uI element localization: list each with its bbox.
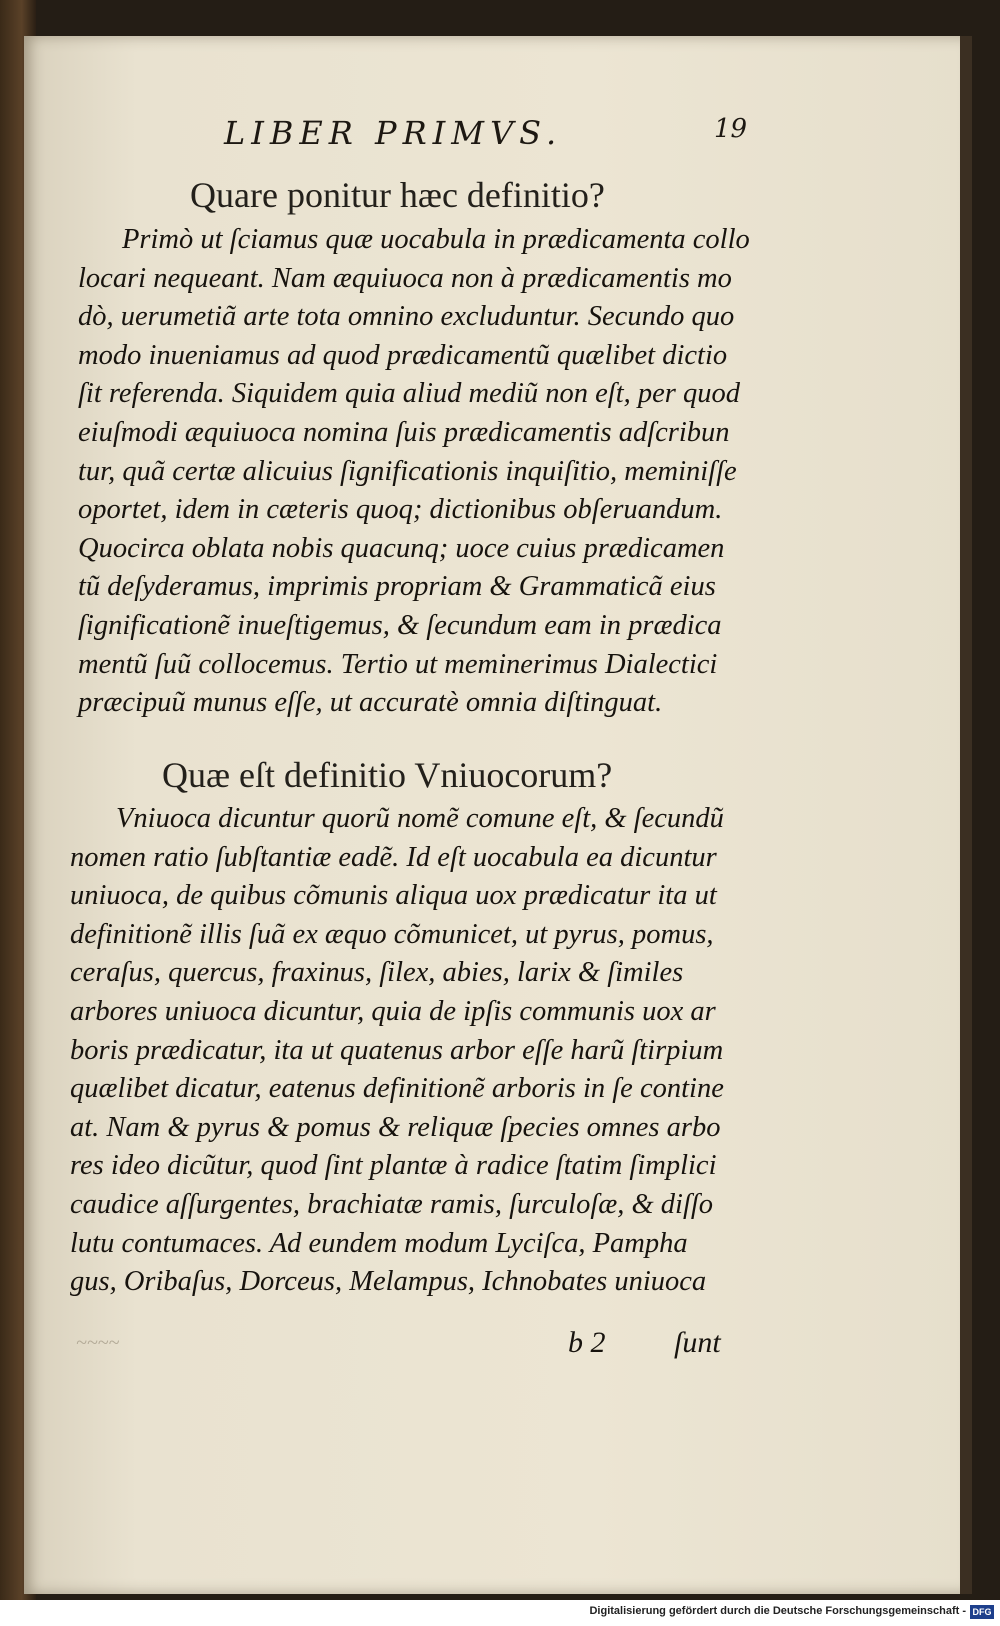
section-heading: Quæ eſt definitio Vniuocorum? <box>162 755 613 795</box>
text-line: tũ deſyderamus, imprimis propriam & Grammaticã eius <box>78 571 716 603</box>
text-line: lutu contumaces. Ad eundem modum Lyciſca, Pampha <box>70 1227 688 1259</box>
text-line: præcipuũ munus eſſe, ut accuratè omnia diſtinguat. <box>78 687 663 719</box>
funding-credit: Digitalisierung gefördert durch die Deutsche Forschungsgemeinschaft - <box>589 1605 966 1617</box>
text-line: res ideo dicũtur, quod ſint plantæ à radice ſtatim ſimplici <box>70 1150 717 1182</box>
bleed-through-text: ~~~~ <box>76 1332 120 1354</box>
text-line: caudice aſſurgentes, brachiatæ ramis, ſurculoſæ, & diſſo <box>70 1188 714 1220</box>
text-line: Primò ut ſciamus quæ uocabula in prædicamenta collo <box>122 224 750 255</box>
text-line: at. Nam & pyrus & pomus & reliquæ ſpecies omnes arbo <box>70 1111 721 1143</box>
paragraph <box>70 800 724 1302</box>
text-line: tur, quã certæ alicuius ſignificationis inquiſitio, meminiſſe <box>78 455 737 487</box>
text-line: ceraſus, quercus, fraxinus, ſilex, abies, larix & ſimiles <box>70 957 684 989</box>
section-heading: Quare ponitur hæc definitio? <box>190 175 605 215</box>
paragraph <box>78 221 750 723</box>
text-line: ſit referenda. Siquidem quia aliud mediũ non eſt, per quod <box>78 378 741 410</box>
text-line: mentũ ſuũ collocemus. Tertio ut meminerimus Dialectici <box>78 648 718 680</box>
page-number: 19 <box>714 114 748 144</box>
text-line: boris prædicatur, ita ut quatenus arbor eſſe harũ ſtirpium <box>70 1034 724 1066</box>
page-header <box>0 114 1000 164</box>
running-head: LIBER PRIMVS. <box>224 114 563 152</box>
catchword: ſunt <box>674 1326 721 1359</box>
digitization-footer <box>0 1600 1000 1626</box>
text-line: Quocirca oblata nobis quacunq; uoce cuius prædicamen <box>78 532 725 564</box>
text-line: eiuſmodi æquiuoca nomina ſuis prædicamentis adſcribun <box>78 416 730 448</box>
dfg-logo: DFG <box>970 1605 994 1619</box>
text-line: definitionẽ illis ſuã ex æquo cõmunicet, ut pyrus, pomus, <box>70 918 714 950</box>
text-line: nomen ratio ſubſtantiæ eadẽ. Id eſt uocabula ea dicuntur <box>70 841 717 873</box>
text-line: arbores uniuoca dicuntur, quia de ipſis communis uox ar <box>70 995 716 1027</box>
text-line: gus, Oribaſus, Dorceus, Melampus, Ichnobates uniuoca <box>70 1266 707 1298</box>
text-line: modo inueniamus ad quod prædicamentũ quælibet dictio <box>78 339 728 371</box>
signature-mark: b 2 <box>568 1326 606 1359</box>
text-line: dò, uerumetiã arte tota omnino excluduntur. Secundo quo <box>78 301 735 333</box>
text-line: locari nequeant. Nam æquiuoca non à prædicamentis mo <box>78 262 732 294</box>
text-line: oportet, idem in cæteris quoq; dictionibus obſeruandum. <box>78 494 723 526</box>
text-line: ſignificationẽ inueſtigemus, & ſecundum eam in prædica <box>78 609 722 641</box>
text-line: quælibet dicatur, eatenus definitionẽ arboris in ſe contine <box>70 1073 724 1105</box>
catchword-line <box>0 1326 1000 1366</box>
text-line: uniuoca, de quibus cõmunis aliqua uox prædicatur ita ut <box>70 880 717 912</box>
text-line: Vniuoca dicuntur quorũ nomẽ comune eſt, & ſecundũ <box>116 803 724 834</box>
